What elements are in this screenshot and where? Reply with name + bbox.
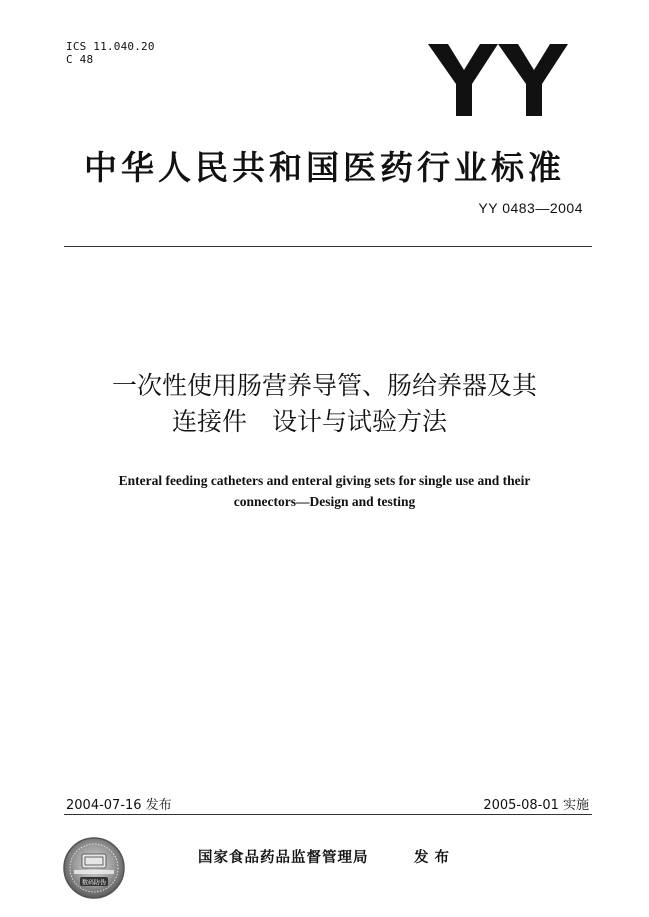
- issue-date: 2004-07-16 发布: [66, 798, 172, 813]
- title-english: [0, 470, 649, 512]
- top-divider: [64, 246, 592, 247]
- title-cn-line2: 连接件 设计与试验方法: [171, 407, 447, 436]
- title-en-line1: Enteral feeding catheters and enteral giving sets for single use and their: [118, 473, 531, 488]
- title-chinese: [0, 368, 649, 440]
- agency-title: 中华人民共和国医药行业标准: [84, 148, 565, 187]
- seal-text: 数码防伪: [81, 879, 107, 887]
- standard-number: YY 0483—2004: [478, 200, 583, 216]
- yy-logo: [428, 44, 568, 116]
- ccs-code: C 48: [66, 53, 94, 66]
- ics-code: ICS 11.040.20: [66, 40, 155, 53]
- issuing-authority: 国家食品药品监督管理局: [198, 850, 369, 866]
- title-cn-line1: 一次性使用肠营养导管、肠给养器及其: [111, 371, 537, 400]
- bottom-divider: [64, 814, 592, 815]
- classification-codes: [66, 40, 155, 66]
- anti-counterfeit-seal-icon: [62, 836, 126, 900]
- title-en-line2: connectors—Design and testing: [233, 494, 416, 509]
- implementation-date: 2005-08-01 实施: [483, 798, 589, 813]
- issue-label: 发布: [414, 850, 455, 866]
